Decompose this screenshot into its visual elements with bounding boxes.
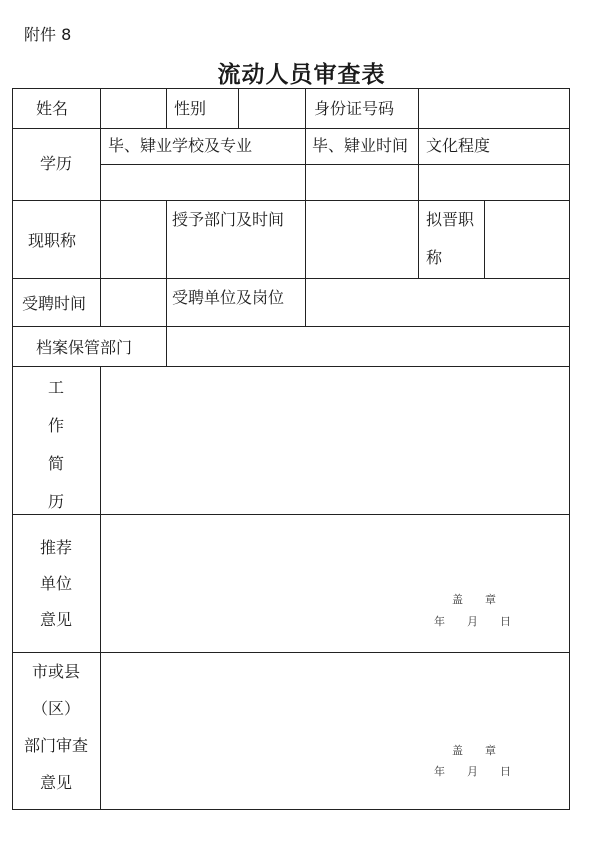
gender-label: 性别 <box>174 99 207 118</box>
review-line: 意见 <box>39 773 72 792</box>
review-line: 市或县 <box>31 662 80 681</box>
education-label: 学历 <box>40 154 73 173</box>
row-line <box>12 652 570 653</box>
col-line <box>100 366 101 810</box>
recommend-line: 单位 <box>39 574 72 593</box>
grad-time-label: 毕、肄业时间 <box>312 136 409 155</box>
col-line <box>569 88 570 810</box>
review-line: （区） <box>31 699 80 718</box>
row-line <box>12 366 570 367</box>
recommend-line: 意见 <box>39 610 72 629</box>
hire-unit-post-label: 受聘单位及岗位 <box>172 288 285 307</box>
work-history-char: 简 <box>47 454 64 473</box>
name-label: 姓名 <box>36 99 69 118</box>
attachment-label: 附件 8 <box>24 25 72 44</box>
grant-dept-time-field[interactable] <box>309 204 415 274</box>
col-line <box>305 88 306 326</box>
recommend-line: 推荐 <box>39 538 72 557</box>
row-line <box>12 88 570 89</box>
col-line <box>484 200 485 278</box>
id-number-label: 身份证号码 <box>314 99 395 118</box>
id-number-field[interactable] <box>422 92 564 124</box>
hire-time-label: 受聘时间 <box>22 294 87 313</box>
row-line <box>12 128 570 129</box>
archive-dept-field[interactable] <box>172 332 564 362</box>
col-line <box>238 88 239 128</box>
review-label <box>12 662 100 810</box>
current-title-field[interactable] <box>104 204 162 274</box>
review-line: 部门审查 <box>23 736 88 755</box>
edu-level-label: 文化程度 <box>426 136 491 155</box>
school-major-label: 毕、肄业学校及专业 <box>108 136 253 155</box>
work-history-field[interactable] <box>104 370 564 510</box>
edu-level-field[interactable] <box>422 168 564 196</box>
row-line <box>100 164 570 165</box>
recommend-label <box>12 538 100 646</box>
col-line <box>418 88 419 278</box>
recommend-opinion-field[interactable] <box>104 518 564 598</box>
work-history-char: 历 <box>47 492 64 511</box>
archive-dept-label: 档案保管部门 <box>36 338 133 357</box>
col-line <box>100 88 101 326</box>
col-line <box>166 88 167 128</box>
hire-unit-post-field[interactable] <box>309 282 565 322</box>
grant-dept-time-label: 授予部门及时间 <box>172 210 285 229</box>
review-seal-text: 盖 章 <box>452 744 496 757</box>
review-form-table <box>12 88 570 810</box>
work-history-label <box>12 378 100 530</box>
proposed-title-label-1: 拟晋职 <box>426 210 475 229</box>
review-opinion-field[interactable] <box>104 656 564 736</box>
col-line <box>166 200 167 366</box>
school-major-field[interactable] <box>104 168 302 196</box>
work-history-char: 工 <box>47 378 64 397</box>
review-date-text: 年 月 日 <box>434 765 511 778</box>
proposed-title-label-2: 称 <box>426 248 443 267</box>
gender-field[interactable] <box>242 92 300 124</box>
form-title: 流动人员审查表 <box>217 62 386 88</box>
recommend-seal-text: 盖 章 <box>452 593 496 606</box>
current-title-label: 现职称 <box>28 231 77 250</box>
work-history-char: 作 <box>47 416 64 435</box>
grad-time-field[interactable] <box>309 168 415 196</box>
proposed-title-field[interactable] <box>488 204 564 274</box>
row-line <box>12 326 570 327</box>
row-line <box>12 278 570 279</box>
name-field[interactable] <box>104 92 162 124</box>
row-line <box>12 200 570 201</box>
recommend-date-text: 年 月 日 <box>434 615 511 628</box>
hire-time-field[interactable] <box>104 282 162 322</box>
